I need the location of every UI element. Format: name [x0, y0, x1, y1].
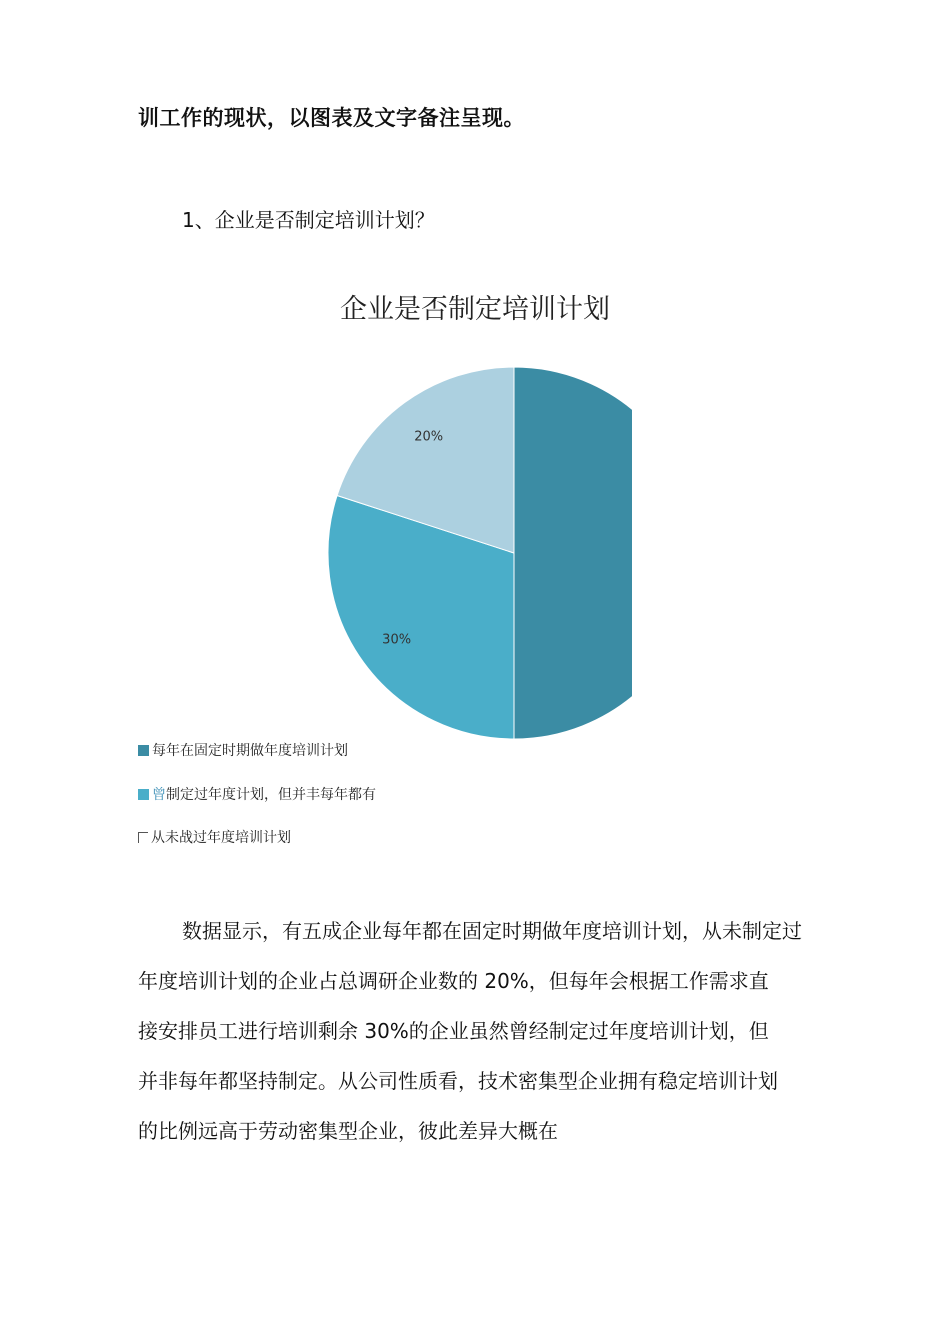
- legend-item-3: [138, 827, 291, 847]
- section-question: 1、企业是否制定培训计划？: [182, 208, 435, 232]
- pie-slice-1: [514, 367, 700, 739]
- intro-line: 训工作的现状，以图表及文字备注呈现。: [138, 106, 525, 130]
- body-paragraph: [138, 906, 828, 1156]
- paragraph-line-5: 的比例远高于劳动密集型企业，彼此差异大概在: [138, 1119, 558, 1143]
- chart-title: 企业是否制定培训计划: [340, 294, 610, 325]
- legend-label-1: 每年在固定时期做年度培训计划: [152, 743, 348, 759]
- legend-swatch-1: [138, 745, 149, 756]
- paragraph-line-3: 接安排员工进行培训剩余 30%的企业虽然曾经制定过年度培训计划，但: [138, 1019, 769, 1043]
- paragraph-line-1: 数据显示，有五成企业每年都在固定时期做年度培训计划，从未制定过: [182, 919, 802, 943]
- legend-label-2: 制定过年度计划，但并丰每年都有: [166, 787, 376, 803]
- paragraph-line-4: 并非每年都坚持制定。从公司性质看，技术密集型企业拥有稳定培训计划: [138, 1069, 778, 1093]
- legend-label-3: 从未战过年度培训计划: [151, 830, 291, 846]
- pie-data-label-3: 20%: [414, 429, 444, 445]
- legend-label-2-accent: 曾: [152, 787, 166, 803]
- legend-swatch-2: [138, 789, 149, 800]
- paragraph-line-2: 年度培训计划的企业占总调研企业数的 20%，但每年会根据工作需求直: [138, 969, 769, 993]
- legend-swatch-3: [138, 832, 148, 843]
- legend-item-2: [138, 784, 376, 804]
- legend-item-1: [138, 740, 348, 760]
- pie-data-label-2: 30%: [382, 632, 412, 648]
